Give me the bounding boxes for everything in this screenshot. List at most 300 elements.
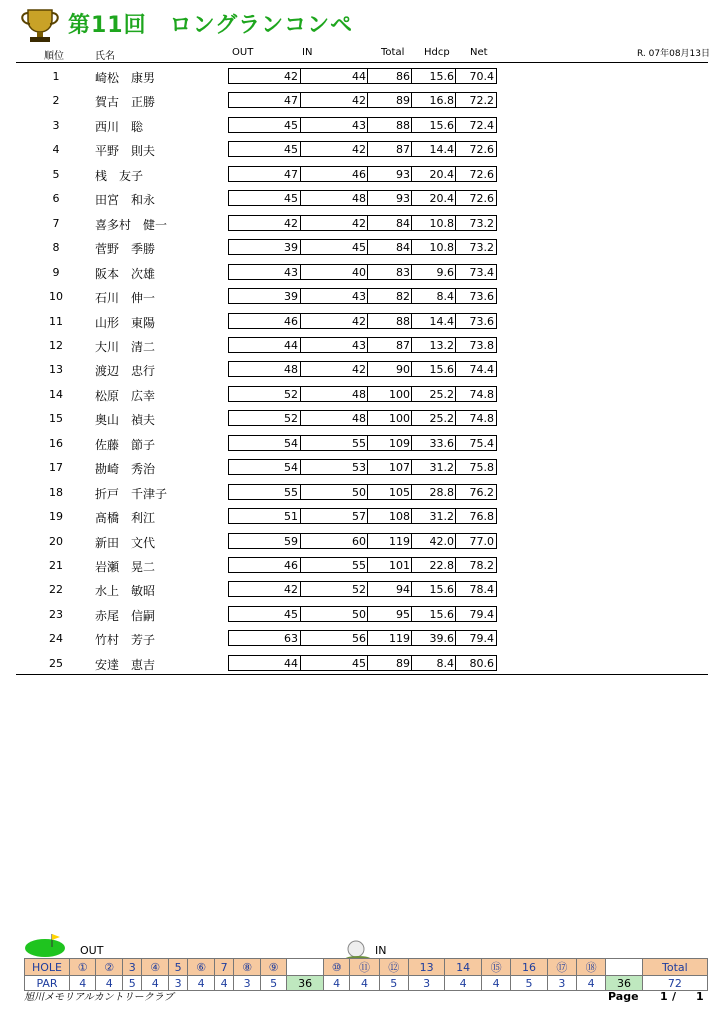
cell-net: 76.8 <box>469 510 494 523</box>
page-total: 1 <box>696 990 704 1003</box>
cell-net: 70.4 <box>469 70 494 83</box>
cell-in: 53 <box>352 461 366 474</box>
cell-divider <box>455 191 456 205</box>
table-bottom-divider <box>16 674 708 675</box>
page-current: 1 <box>660 990 668 1003</box>
cell-divider <box>455 118 456 132</box>
hole-par: 5 <box>379 976 408 991</box>
cell-in: 40 <box>352 266 366 279</box>
cell-total: 86 <box>396 70 410 83</box>
cell-net: 78.2 <box>469 559 494 572</box>
row-name: 桟 友子 <box>95 169 144 183</box>
row-rank: 15 <box>49 412 63 425</box>
cell-net: 72.6 <box>469 168 494 181</box>
table-row <box>228 92 497 108</box>
hole-number: ⑰ <box>547 959 576 976</box>
cell-divider <box>300 338 301 352</box>
cell-divider <box>455 216 456 230</box>
cell-out: 51 <box>284 510 298 523</box>
row-rank: 9 <box>52 266 60 279</box>
cell-net: 74.4 <box>469 363 494 376</box>
cell-divider <box>367 558 368 572</box>
row-rank: 25 <box>49 657 63 670</box>
cell-divider <box>455 534 456 548</box>
cell-divider <box>411 338 412 352</box>
cell-out: 42 <box>284 217 298 230</box>
row-rank: 13 <box>49 363 63 376</box>
cell-out: 54 <box>284 437 298 450</box>
hole-spacer <box>287 959 324 976</box>
row-rank: 17 <box>49 461 63 474</box>
row-rank: 4 <box>52 143 60 156</box>
trophy-icon <box>18 6 62 44</box>
course-scorecard <box>24 958 708 991</box>
cell-total: 119 <box>389 632 410 645</box>
cell-divider <box>411 142 412 156</box>
row-rank: 7 <box>52 217 60 230</box>
row-name: 崎松 康男 <box>95 71 156 85</box>
cell-net: 73.4 <box>469 266 494 279</box>
page-title: 第11回 ロングランコンペ <box>68 13 354 38</box>
cell-divider <box>300 191 301 205</box>
hole-par: 5 <box>511 976 548 991</box>
cell-divider <box>300 656 301 670</box>
cell-out: 63 <box>284 632 298 645</box>
row-name: 喜多村 健一 <box>95 218 168 232</box>
cell-net: 77.0 <box>469 535 494 548</box>
cell-divider <box>411 289 412 303</box>
cell-net: 75.8 <box>469 461 494 474</box>
cell-divider <box>455 607 456 621</box>
hole-number: 14 <box>445 959 482 976</box>
hole-number: ⑥ <box>188 959 214 976</box>
cell-divider <box>411 240 412 254</box>
cell-divider <box>300 582 301 596</box>
cell-divider <box>367 191 368 205</box>
cell-divider <box>300 631 301 645</box>
cell-divider <box>455 485 456 499</box>
cell-divider <box>367 362 368 376</box>
row-name: 賀古 正勝 <box>95 95 156 109</box>
cell-hdcp: 15.6 <box>429 583 454 596</box>
cell-total: 101 <box>389 559 410 572</box>
cell-net: 72.6 <box>469 192 494 205</box>
cell-divider <box>455 582 456 596</box>
cell-divider <box>300 534 301 548</box>
cell-in: 57 <box>352 510 366 523</box>
cell-divider <box>411 436 412 450</box>
cell-divider <box>455 289 456 303</box>
cell-in: 42 <box>352 363 366 376</box>
cell-in: 55 <box>352 559 366 572</box>
cell-in: 50 <box>352 486 366 499</box>
cell-net: 74.8 <box>469 412 494 425</box>
cell-divider <box>455 558 456 572</box>
cell-net: 78.4 <box>469 583 494 596</box>
hole-number: ⑱ <box>576 959 605 976</box>
header-name: 氏名 <box>95 51 115 62</box>
cell-out: 42 <box>284 70 298 83</box>
hole-label: HOLE <box>25 959 70 976</box>
row-name: 田宮 和永 <box>95 193 156 207</box>
hole-par: 4 <box>70 976 96 991</box>
cell-total: 108 <box>389 510 410 523</box>
cell-in: 48 <box>352 192 366 205</box>
row-name: 松原 広幸 <box>95 389 156 403</box>
header-total: Total <box>381 47 405 58</box>
table-row <box>228 557 497 573</box>
hole-number: ⑮ <box>481 959 510 976</box>
cell-divider <box>367 265 368 279</box>
hole-number: ② <box>96 959 122 976</box>
hole-number: 13 <box>408 959 445 976</box>
table-row <box>228 313 497 329</box>
green-icon <box>22 932 68 958</box>
cell-divider <box>367 631 368 645</box>
hole-par: 3 <box>168 976 187 991</box>
cell-divider <box>455 338 456 352</box>
table-row <box>228 508 497 524</box>
total-label: Total <box>642 959 707 976</box>
cell-divider <box>411 582 412 596</box>
cell-hdcp: 20.4 <box>429 168 454 181</box>
cell-out: 59 <box>284 535 298 548</box>
page-label: Page <box>608 990 639 1003</box>
hole-number: ④ <box>142 959 168 976</box>
table-row <box>228 459 497 475</box>
cell-in: 44 <box>352 70 366 83</box>
hole-number: 7 <box>214 959 233 976</box>
table-row <box>228 655 497 671</box>
cell-in: 50 <box>352 608 366 621</box>
cell-divider <box>411 265 412 279</box>
cell-divider <box>411 534 412 548</box>
cell-divider <box>300 509 301 523</box>
cell-net: 79.4 <box>469 608 494 621</box>
cell-hdcp: 8.4 <box>436 657 454 670</box>
cell-divider <box>411 93 412 107</box>
row-name: 佐藤 節子 <box>95 438 156 452</box>
table-row <box>228 410 497 426</box>
hole-number: 3 <box>122 959 141 976</box>
table-row <box>228 630 497 646</box>
cell-divider <box>455 509 456 523</box>
cell-divider <box>411 191 412 205</box>
cell-divider <box>300 167 301 181</box>
hole-par: 4 <box>96 976 122 991</box>
row-name: 大川 清二 <box>95 340 156 354</box>
cell-divider <box>411 485 412 499</box>
table-row <box>228 166 497 182</box>
cell-divider <box>411 167 412 181</box>
cell-out: 42 <box>284 583 298 596</box>
cell-divider <box>367 607 368 621</box>
row-rank: 2 <box>52 94 60 107</box>
cell-hdcp: 31.2 <box>429 461 454 474</box>
page-separator: / <box>672 990 677 1003</box>
cell-divider <box>367 142 368 156</box>
cell-out: 55 <box>284 486 298 499</box>
cell-hdcp: 10.8 <box>429 241 454 254</box>
cell-hdcp: 9.6 <box>436 266 454 279</box>
hole-spacer <box>606 959 643 976</box>
row-rank: 19 <box>49 510 63 523</box>
cell-total: 84 <box>396 241 410 254</box>
row-rank: 3 <box>52 119 60 132</box>
cell-net: 72.2 <box>469 94 494 107</box>
table-row <box>228 484 497 500</box>
cell-hdcp: 39.6 <box>429 632 454 645</box>
cell-divider <box>300 314 301 328</box>
cell-divider <box>300 436 301 450</box>
cell-in: 43 <box>352 119 366 132</box>
cell-divider <box>455 631 456 645</box>
cell-in: 52 <box>352 583 366 596</box>
cell-divider <box>367 314 368 328</box>
cell-divider <box>300 216 301 230</box>
row-rank: 18 <box>49 486 63 499</box>
cell-divider <box>367 69 368 83</box>
hole-par: 3 <box>547 976 576 991</box>
cell-out: 52 <box>284 388 298 401</box>
row-rank: 23 <box>49 608 63 621</box>
row-name: 竹村 芳子 <box>95 633 156 647</box>
table-row <box>228 386 497 402</box>
cell-hdcp: 42.0 <box>429 535 454 548</box>
cell-divider <box>455 362 456 376</box>
cell-in: 55 <box>352 437 366 450</box>
row-name: 勘崎 秀治 <box>95 462 156 476</box>
cell-net: 73.6 <box>469 315 494 328</box>
cell-divider <box>367 460 368 474</box>
cell-divider <box>300 240 301 254</box>
cell-divider <box>300 289 301 303</box>
row-rank: 10 <box>49 290 63 303</box>
cell-total: 105 <box>389 486 410 499</box>
cell-divider <box>367 289 368 303</box>
cell-in: 45 <box>352 241 366 254</box>
cell-divider <box>455 142 456 156</box>
cell-divider <box>367 338 368 352</box>
hole-par: 4 <box>445 976 482 991</box>
hole-par: 4 <box>481 976 510 991</box>
header-in: IN <box>302 47 313 58</box>
cell-out: 45 <box>284 192 298 205</box>
cell-in: 42 <box>352 143 366 156</box>
cell-divider <box>300 411 301 425</box>
cell-divider <box>300 69 301 83</box>
cell-divider <box>367 93 368 107</box>
cell-total: 84 <box>396 217 410 230</box>
cell-divider <box>300 93 301 107</box>
row-name: 新田 文代 <box>95 536 156 550</box>
row-name: 水上 敏昭 <box>95 584 156 598</box>
row-name: 奥山 禎夫 <box>95 413 156 427</box>
header-hdcp: Hdcp <box>424 47 450 58</box>
cell-in: 42 <box>352 315 366 328</box>
cell-total: 89 <box>396 94 410 107</box>
cell-out: 46 <box>284 315 298 328</box>
row-name: 石川 伸一 <box>95 291 156 305</box>
cell-divider <box>300 558 301 572</box>
table-row <box>228 215 497 231</box>
header-out: OUT <box>232 47 254 58</box>
table-row <box>228 68 497 84</box>
cell-divider <box>367 118 368 132</box>
cell-divider <box>411 118 412 132</box>
cell-divider <box>300 607 301 621</box>
cell-hdcp: 14.4 <box>429 143 454 156</box>
cell-divider <box>300 387 301 401</box>
hole-number: ⑨ <box>260 959 286 976</box>
cell-total: 109 <box>389 437 410 450</box>
hole-number: ⑧ <box>234 959 260 976</box>
hole-par: 4 <box>188 976 214 991</box>
header-rank: 順位 <box>44 51 64 62</box>
table-row <box>228 117 497 133</box>
cell-total: 87 <box>396 339 410 352</box>
cell-divider <box>411 387 412 401</box>
table-row <box>228 288 497 304</box>
table-row <box>228 606 497 622</box>
row-rank: 21 <box>49 559 63 572</box>
hole-par: 5 <box>260 976 286 991</box>
cell-divider <box>300 362 301 376</box>
cell-in: 43 <box>352 339 366 352</box>
cell-divider <box>455 314 456 328</box>
cell-out: 45 <box>284 119 298 132</box>
cell-net: 79.4 <box>469 632 494 645</box>
cell-divider <box>411 460 412 474</box>
cell-total: 88 <box>396 315 410 328</box>
row-rank: 20 <box>49 535 63 548</box>
row-name: 安達 恵吉 <box>95 658 156 672</box>
cell-out: 46 <box>284 559 298 572</box>
cell-divider <box>455 240 456 254</box>
hole-par: 4 <box>350 976 379 991</box>
cell-net: 75.4 <box>469 437 494 450</box>
hole-par: 5 <box>122 976 141 991</box>
cell-in: 45 <box>352 657 366 670</box>
cell-total: 90 <box>396 363 410 376</box>
table-row <box>228 264 497 280</box>
cell-hdcp: 31.2 <box>429 510 454 523</box>
cell-out: 47 <box>284 168 298 181</box>
cell-out: 52 <box>284 412 298 425</box>
header-net: Net <box>470 47 488 58</box>
cell-divider <box>367 534 368 548</box>
cell-hdcp: 15.6 <box>429 363 454 376</box>
cell-divider <box>300 485 301 499</box>
cell-divider <box>455 411 456 425</box>
cell-hdcp: 15.6 <box>429 70 454 83</box>
row-rank: 12 <box>49 339 63 352</box>
cell-divider <box>411 558 412 572</box>
table-row <box>228 141 497 157</box>
row-rank: 5 <box>52 168 60 181</box>
cell-out: 39 <box>284 290 298 303</box>
cell-out: 48 <box>284 363 298 376</box>
cell-hdcp: 15.6 <box>429 608 454 621</box>
cell-out: 47 <box>284 94 298 107</box>
cell-net: 72.4 <box>469 119 494 132</box>
cell-divider <box>367 411 368 425</box>
cell-hdcp: 13.2 <box>429 339 454 352</box>
in-par-total: 36 <box>606 976 643 991</box>
cell-total: 93 <box>396 168 410 181</box>
row-rank: 6 <box>52 192 60 205</box>
course-par-total: 72 <box>642 976 707 991</box>
row-rank: 11 <box>49 315 63 328</box>
cell-hdcp: 25.2 <box>429 412 454 425</box>
cell-divider <box>367 509 368 523</box>
cell-total: 107 <box>389 461 410 474</box>
hole-par: 4 <box>576 976 605 991</box>
cell-total: 100 <box>389 412 410 425</box>
cell-divider <box>411 411 412 425</box>
hole-number: ⑪ <box>350 959 379 976</box>
cell-divider <box>300 142 301 156</box>
hole-number: ⑩ <box>323 959 349 976</box>
cell-divider <box>411 509 412 523</box>
out-label: OUT <box>80 944 104 957</box>
hole-number: ① <box>70 959 96 976</box>
cell-divider <box>411 362 412 376</box>
in-label: IN <box>375 944 387 957</box>
row-name: 赤尾 信嗣 <box>95 609 156 623</box>
cell-in: 60 <box>352 535 366 548</box>
cell-hdcp: 25.2 <box>429 388 454 401</box>
cell-divider <box>455 436 456 450</box>
cell-total: 100 <box>389 388 410 401</box>
row-name: 山形 東陽 <box>95 316 156 330</box>
cell-total: 82 <box>396 290 410 303</box>
cell-total: 95 <box>396 608 410 621</box>
cell-divider <box>455 265 456 279</box>
cell-hdcp: 33.6 <box>429 437 454 450</box>
cell-hdcp: 8.4 <box>436 290 454 303</box>
cell-net: 73.6 <box>469 290 494 303</box>
hole-par: 3 <box>408 976 445 991</box>
cell-total: 119 <box>389 535 410 548</box>
cell-divider <box>455 167 456 181</box>
cell-divider <box>455 93 456 107</box>
hole-par: 3 <box>234 976 260 991</box>
cell-divider <box>455 656 456 670</box>
header-divider <box>16 62 708 63</box>
cell-divider <box>367 167 368 181</box>
cell-out: 39 <box>284 241 298 254</box>
cell-in: 43 <box>352 290 366 303</box>
cell-divider <box>411 607 412 621</box>
hole-number: ⑫ <box>379 959 408 976</box>
cell-total: 87 <box>396 143 410 156</box>
row-rank: 14 <box>49 388 63 401</box>
row-name: 阪本 次雄 <box>95 267 156 281</box>
cell-net: 72.6 <box>469 143 494 156</box>
report-date: R. 07年08月13日 <box>636 49 710 59</box>
cell-divider <box>411 631 412 645</box>
cell-total: 93 <box>396 192 410 205</box>
cell-net: 76.2 <box>469 486 494 499</box>
row-name: 渡辺 忠行 <box>95 364 156 378</box>
cell-in: 56 <box>352 632 366 645</box>
row-rank: 22 <box>49 583 63 596</box>
table-row <box>228 337 497 353</box>
cell-in: 48 <box>352 388 366 401</box>
cell-hdcp: 22.8 <box>429 559 454 572</box>
cell-net: 74.8 <box>469 388 494 401</box>
